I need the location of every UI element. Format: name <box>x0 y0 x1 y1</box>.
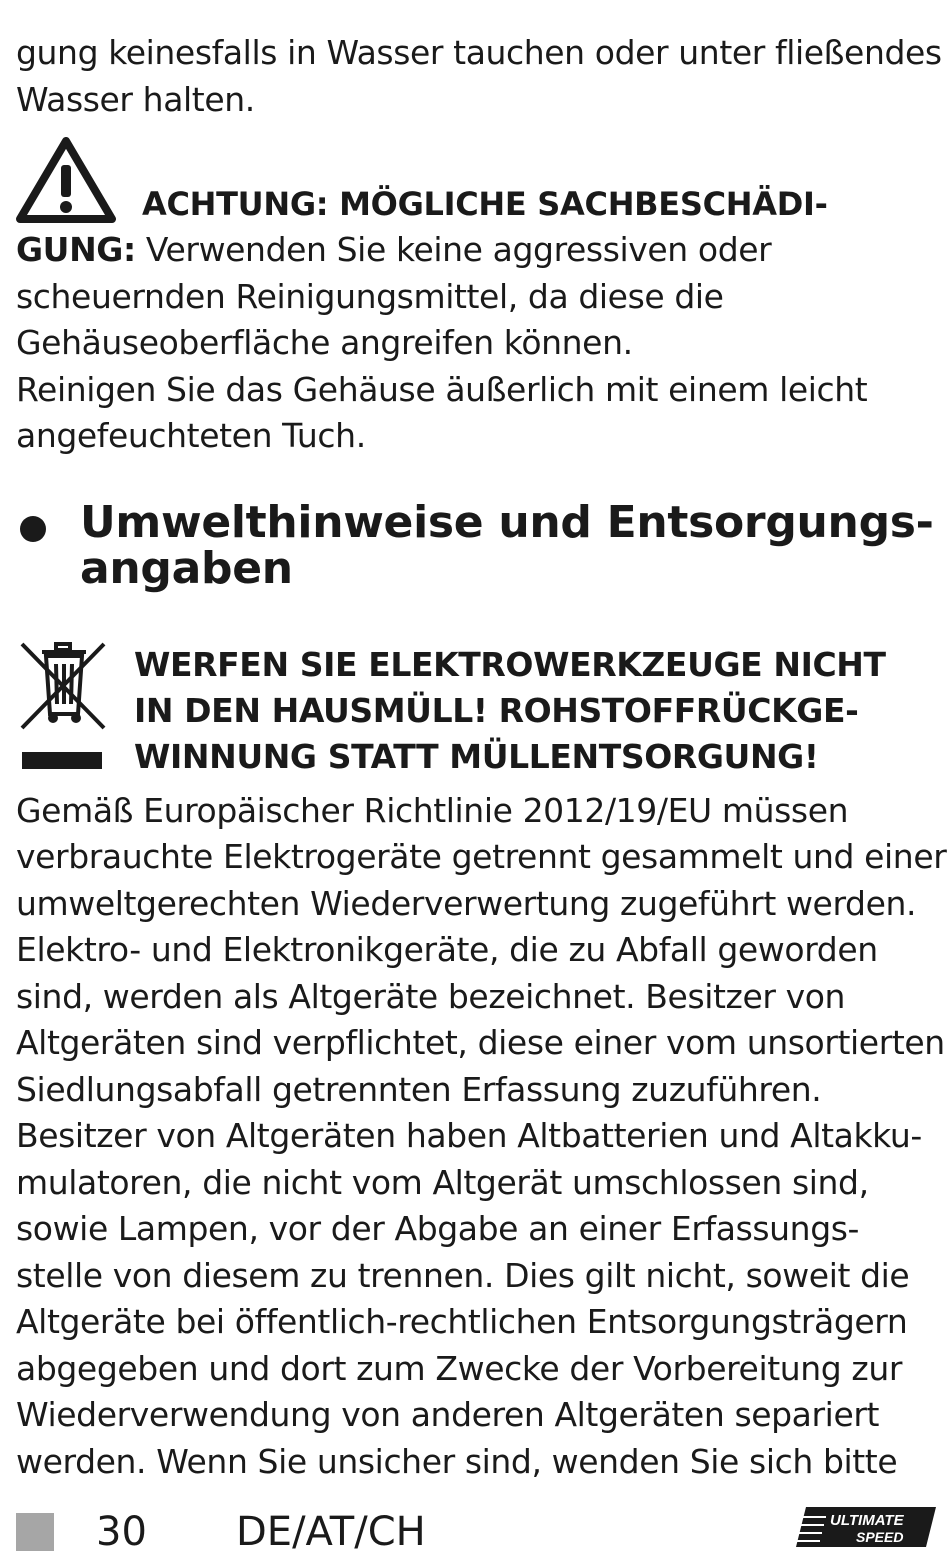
weee-bar-icon <box>22 752 102 769</box>
warning-triangle-icon <box>16 137 116 223</box>
caution-line: Reinigen Sie das Gehäuse äußerlich mit einem leicht <box>16 369 868 409</box>
crossed-out-wheelie-bin-icon <box>16 638 110 733</box>
body-line: werden. Wenn Sie unsicher sind, wenden Sie sich bitte <box>16 1441 898 1481</box>
caution-line-2 <box>16 227 936 274</box>
caution-heading-end: GUNG: <box>16 230 136 269</box>
intro-line-1: gung keinesfalls in Wasser tauchen oder unter fließendes <box>16 33 942 72</box>
page-number: 30 <box>96 1509 147 1555</box>
footer-square-marker <box>16 1513 54 1551</box>
manual-page <box>16 30 947 1485</box>
body-line: abgegeben und dort zum Zwecke der Vorbereitung zur <box>16 1348 903 1388</box>
section-title-line-1: Umwelthinweise und Entsorgungs- <box>80 496 934 548</box>
body-line: mulatoren, die nicht vom Altgerät umschlossen sind, <box>16 1162 869 1202</box>
body-line: Altgeräte bei öffentlich-rechtlichen Entsorgungsträgern <box>16 1302 908 1341</box>
body-line: Gemäß Europäischer Richtlinie 2012/19/EU müssen <box>16 790 849 830</box>
body-line: Altgeräten sind verpflichtet, diese einer vom unsortierten <box>16 1023 945 1062</box>
region-label: DE/AT/CH <box>236 1509 426 1555</box>
body-line: verbrauchte Elektrogeräte getrennt gesammelt und einer <box>16 837 947 876</box>
caution-heading: ACHTUNG: MÖGLICHE SACHBESCHÄDI- <box>142 185 828 223</box>
intro-line-2: Wasser halten. <box>16 79 255 119</box>
body-line: Besitzer von Altgeräten haben Altbatterien und Altakku- <box>16 1116 922 1155</box>
bullet-icon <box>20 516 46 542</box>
body-line: sowie Lampen, vor der Abgabe an einer Erfassungs- <box>16 1209 860 1248</box>
body-line: umweltgerechten Wiederverwertung zugeführt werden. <box>16 883 917 923</box>
body-line: Siedlungsabfall getrennten Erfassung zuzuführen. <box>16 1069 822 1109</box>
body-line: stelle von diesem zu trennen. Dies gilt nicht, soweit die <box>16 1255 910 1295</box>
ultimate-speed-logo <box>796 1505 936 1549</box>
body-line: sind, werden als Altgeräte bezeichnet. Besitzer von <box>16 976 846 1016</box>
caution-block <box>16 137 936 227</box>
caution-text-start: Verwenden Sie keine aggressiven oder <box>135 230 772 269</box>
weee-heading-line-3: WINNUNG STATT MÜLLENTSORGUNG! <box>134 736 819 776</box>
body-line: Elektro- und Elektronikgeräte, die zu Abfall geworden <box>16 930 878 969</box>
page-footer <box>16 1505 936 1557</box>
weee-heading-line-1: WERFEN SIE ELEKTROWERKZEUGE NICHT <box>134 644 886 684</box>
body-text <box>16 788 947 1486</box>
logo-text-ultimate: ULTIMATE <box>830 1512 904 1529</box>
section-heading <box>16 496 936 594</box>
logo-text-speed: SPEED <box>856 1529 904 1545</box>
caution-line: scheuernden Reinigungsmittel, da diese die <box>16 276 724 316</box>
weee-block <box>16 638 936 788</box>
caution-line: angefeuchteten Tuch. <box>16 416 366 455</box>
weee-heading-line-2: IN DEN HAUSMÜLL! ROHSTOFFRÜCKGE- <box>134 690 859 730</box>
section-title-line-2: angaben <box>80 542 293 594</box>
body-line: Wiederverwendung von anderen Altgeräten separiert <box>16 1395 880 1434</box>
caution-line: Gehäuseoberfläche angreifen können. <box>16 323 633 362</box>
